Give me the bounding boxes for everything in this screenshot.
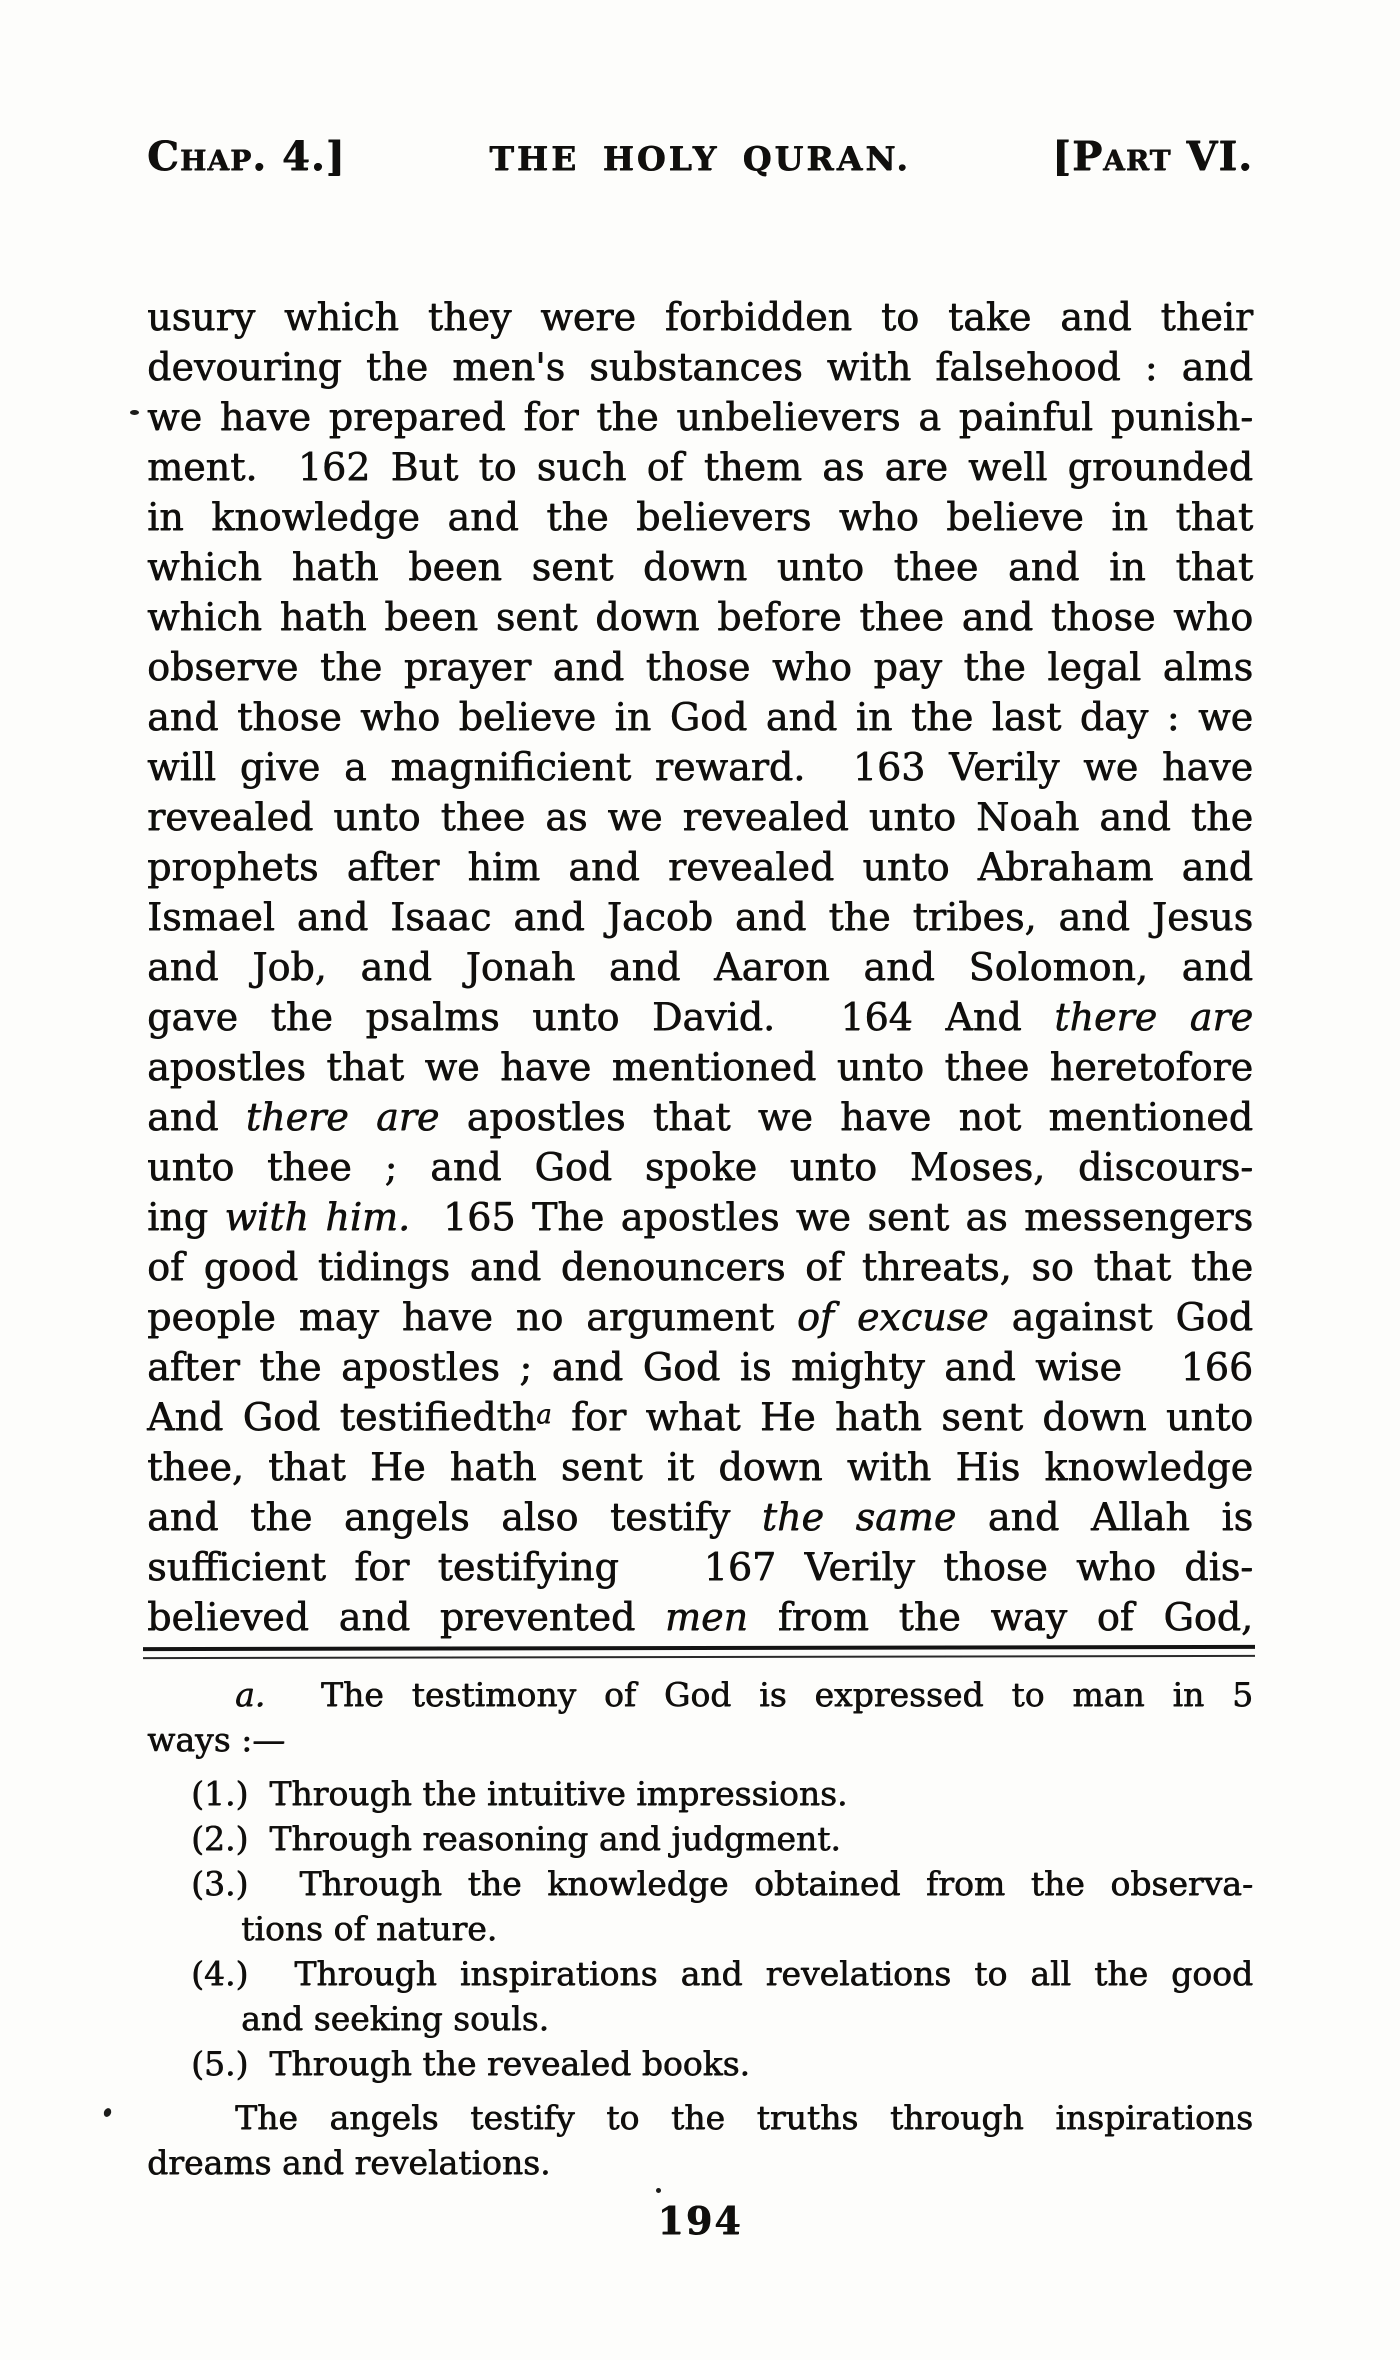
text-line: and seeking souls. [241,1999,549,2038]
text-line: Ismael and Isaac and Jacob and the tribes, and Jesus [147,895,1253,939]
text-line: ways :— [147,1720,286,1759]
text-line: (5.) Through the revealed books. [191,2044,750,2083]
part-label: [Part VI. [1052,133,1253,180]
ink-speck [130,410,139,415]
text-line: in knowledge and the believers who believe in that [147,495,1253,539]
text-line: unto thee ; and God spoke unto Moses, discours- [147,1145,1253,1189]
text-line: and the angels also testify the same and Allah is [147,1495,1253,1539]
text-line: ing with him. 165 The apostles we sent as messengers [147,1195,1253,1239]
text-line: which hath been sent down unto thee and in that [147,545,1253,589]
text-line: which hath been sent down before thee and those who [147,595,1253,639]
text-line: dreams and revelations. [147,2143,551,2182]
chapter-label: Chap. 4.] [147,133,346,180]
page-number: 194 [657,2198,743,2243]
text-line: and Job, and Jonah and Aaron and Solomon, and [147,945,1253,989]
text-line: (3.) Through the knowledge obtained from the observa- [191,1864,1253,1903]
text-line: and those who believe in God and in the last day : we [147,695,1253,739]
body-text [147,292,1253,1642]
text-line: believed and prevented men from the way of God, [147,1595,1253,1639]
footnote-text [147,1672,1253,2185]
separator-rule [143,1645,1255,1659]
text-line: tions of nature. [241,1909,498,1948]
text-line: observe the prayer and those who pay the legal alms [147,645,1253,689]
text-line: after the apostles ; and God is mighty and wise 166 [147,1345,1253,1389]
text-line: devouring the men's substances with falsehood : and [147,345,1253,389]
ink-speck [102,2107,112,2118]
text-line: we have prepared for the unbelievers a painful punish- [147,395,1253,439]
text-line: sufficient for testifying 167 Verily those who dis- [147,1545,1253,1589]
ink-speck [656,2188,661,2193]
text-line: (1.) Through the intuitive impressions. [191,1774,848,1813]
text-line: thee, that He hath sent it down with His knowledge [147,1445,1253,1489]
text-line: gave the psalms unto David. 164 And there are [147,995,1253,1039]
text-line: usury which they were forbidden to take and their [147,295,1253,339]
text-line: (2.) Through reasoning and judgment. [191,1819,841,1858]
text-line: The angels testify to the truths through inspirations [235,2098,1253,2137]
text-line: of good tidings and denouncers of threats, so that the [147,1245,1253,1289]
text-line: will give a magnificient reward. 163 Verily we have [147,745,1253,789]
running-header [147,128,1253,180]
text-line: prophets after him and revealed unto Abraham and [147,845,1253,889]
book-title: THE HOLY QURAN. [489,139,911,178]
text-line: (4.) Through inspirations and revelations to all the good [191,1954,1253,1993]
text-line: And God testifiedth$^a$ for what He hath sent down unto [147,1395,1254,1439]
text-line: people may have no argument of excuse against God [147,1295,1253,1339]
text-line: ment. 162 But to such of them as are well grounded [147,445,1253,489]
text-line: and there are apostles that we have not mentioned [147,1095,1253,1139]
text-line: revealed unto thee as we revealed unto Noah and the [147,795,1253,839]
text-line: apostles that we have mentioned unto thee heretofore [147,1045,1253,1089]
text-line: a. The testimony of God is expressed to man in 5 [235,1675,1253,1714]
